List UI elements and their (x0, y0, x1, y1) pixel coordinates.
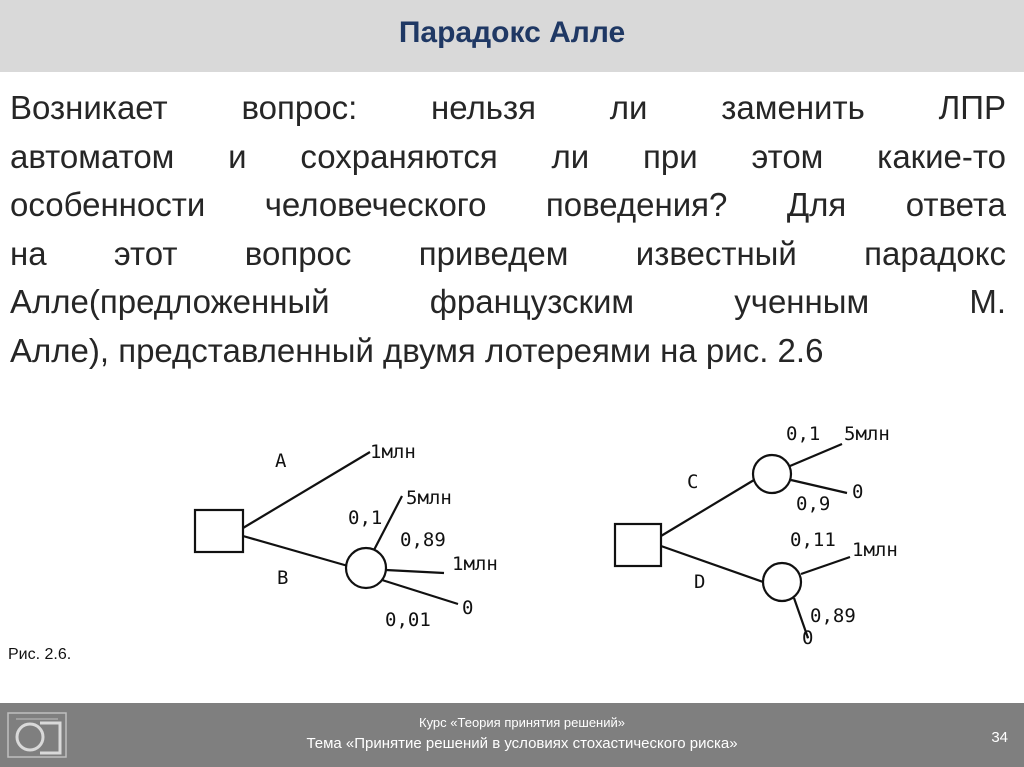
label-branch-a: А (275, 450, 287, 472)
label-zero: 0 (462, 597, 474, 619)
slide-title: Парадокс Алле (398, 16, 626, 49)
body-line: Возникает вопрос: нельзя ли заменить ЛПР (10, 89, 1006, 126)
body-line: автоматом и сохраняются ли при этом какие-то (10, 137, 1006, 175)
label-c-zero: 0 (852, 481, 864, 503)
label-p-0-01: 0,01 (385, 609, 431, 631)
decision-node-left (195, 510, 243, 552)
chance-node-c (753, 455, 791, 493)
page-number: 34 (991, 729, 1008, 746)
c-zero-line (791, 480, 847, 493)
label-p-0-1: 0,1 (348, 507, 383, 529)
body-paragraph (10, 84, 1006, 375)
label-c-5mln: 5млн (844, 423, 890, 445)
branch-c-line (661, 480, 754, 536)
body-line: особенности человеческого поведения? Для ответа (10, 186, 1006, 223)
lottery-right-labels (687, 423, 898, 649)
label-c-p-0-1: 0,1 (786, 423, 821, 445)
body-line: Алле), представленный двумя лотереями на рис. 2.6 (10, 331, 824, 369)
label-1mln: 1млн (452, 553, 498, 575)
branch-b-line (243, 536, 348, 566)
label-branch-b: В (277, 567, 289, 589)
branch-d-line (661, 546, 766, 583)
lottery-left-labels (275, 441, 498, 631)
allais-lottery-diagram (0, 400, 1024, 650)
slide-footer (0, 703, 1024, 767)
label-branch-c: С (687, 471, 699, 493)
d-1mln-line (801, 557, 850, 574)
label-d-p-0-89: 0,89 (810, 605, 856, 627)
label-branch-d: D (694, 571, 706, 593)
label-d-p-0-11: 0,11 (790, 529, 836, 551)
footer-course: Курс «Теория принятия решений» (419, 715, 625, 730)
body-line: на этот вопрос приведем известный парадокс (10, 234, 1006, 272)
label-p-0-89: 0,89 (400, 529, 446, 551)
label-d-zero: 0 (802, 627, 814, 649)
footer-topic: Тема «Принятие решений в условиях стохастического риска» (306, 735, 738, 752)
slide-header (0, 0, 1024, 72)
figure-caption: Рис. 2.6. (8, 646, 72, 663)
left-zero-line (382, 580, 458, 604)
chance-node-d (763, 563, 801, 601)
body-line: Алле(предложенный французским ученным М. (10, 283, 1006, 320)
left-1mln-line (386, 570, 444, 573)
label-5mln: 5млн (406, 487, 452, 509)
lottery-left (195, 452, 458, 604)
label-d-1mln: 1млн (852, 539, 898, 561)
label-c-p-0-9: 0,9 (796, 493, 831, 515)
label-a-outcome: 1млн (370, 441, 416, 463)
c-5mln-line (790, 444, 842, 466)
decision-node-right (615, 524, 661, 566)
chance-node-left (346, 548, 386, 588)
